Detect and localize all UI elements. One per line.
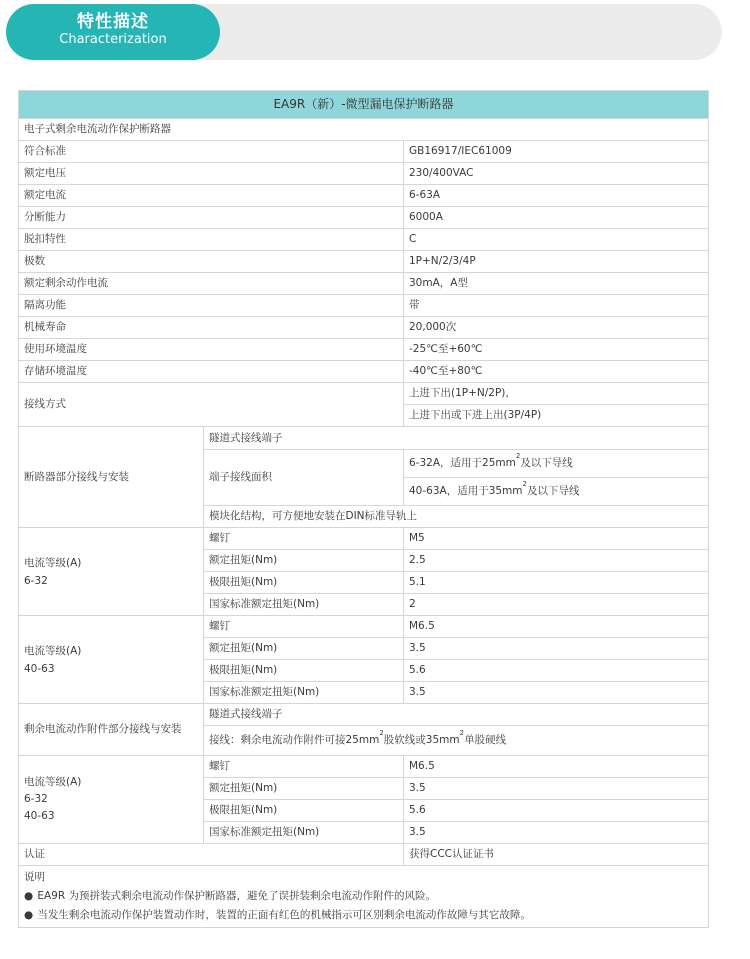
row-label: 额定扭矩(Nm) [204, 638, 404, 660]
table-row [19, 528, 709, 550]
table-row [19, 383, 709, 405]
row-value: 2.5 [404, 550, 709, 572]
area-value-1: 6-32A，适用于$25mm^2$及以下导线 [404, 450, 709, 478]
table-row [19, 317, 709, 339]
row-label: 分断能力 [19, 207, 404, 229]
row-label: 额定扭矩(Nm) [204, 778, 404, 800]
rcd-terminal: 隧道式接线端子 [204, 704, 709, 726]
area-label: 端子接线面积 [204, 450, 404, 506]
table-row [19, 229, 709, 251]
section-title-en: Characterization [59, 32, 167, 47]
wiring-label: 接线方式 [19, 383, 404, 427]
row-label: 脱扣特性 [19, 229, 404, 251]
row-label: 国家标准额定扭矩(Nm) [204, 594, 404, 616]
section-title-cn: 特性描述 [77, 12, 149, 32]
table-row [19, 361, 709, 383]
row-label: 极数 [19, 251, 404, 273]
row-value: 6-63A [404, 185, 709, 207]
mounting-note: 模块化结构，可方便地安装在DIN标准导轨上 [204, 506, 709, 528]
row-label: 存储环境温度 [19, 361, 404, 383]
section-title-pill [6, 4, 220, 60]
table-subtitle: 电子式剩余电流动作保护断路器 [19, 119, 709, 141]
wiring-value-1: 上进下出(1P+N/2P)， [404, 383, 709, 405]
row-value: 带 [404, 295, 709, 317]
breaker-terminal: 隧道式接线端子 [204, 427, 709, 450]
notes-cell [19, 866, 709, 928]
row-value: C [404, 229, 709, 251]
row-value: -40℃至+80℃ [404, 361, 709, 383]
table-row [19, 339, 709, 361]
row-value: M5 [404, 528, 709, 550]
table-title: EA9R（新）-微型漏电保护断路器 [19, 91, 709, 119]
row-value: -25℃至+60℃ [404, 339, 709, 361]
row-label: 额定剩余动作电流 [19, 273, 404, 295]
row-value: 1P+N/2/3/4P [404, 251, 709, 273]
table-row [19, 844, 709, 866]
bullet-icon: ● [24, 890, 34, 902]
row-value: 5.1 [404, 572, 709, 594]
row-value: M6.5 [404, 756, 709, 778]
cert-label: 认证 [19, 844, 404, 866]
row-value: 3.5 [404, 778, 709, 800]
table-row [19, 427, 709, 450]
row-value: M6.5 [404, 616, 709, 638]
row-label: 符合标准 [19, 141, 404, 163]
row-label: 机械寿命 [19, 317, 404, 339]
row-label: 极限扭矩(Nm) [204, 800, 404, 822]
row-value: 3.5 [404, 638, 709, 660]
row-label: 额定电流 [19, 185, 404, 207]
table-row [19, 616, 709, 638]
bullet-icon: ● [24, 909, 34, 921]
table-row [19, 704, 709, 726]
table-row [19, 251, 709, 273]
table-row [19, 756, 709, 778]
row-label: 螺钉 [204, 528, 404, 550]
rcd-install-label: 剩余电流动作附件部分接线与安装 [19, 704, 204, 756]
table-row [19, 273, 709, 295]
current-class-40-63: 电流等级(A) 40-63 [19, 616, 204, 704]
note-item: ● EA9R 为预拼装式剩余电流动作保护断路器，避免了误拼装剩余电流动作附件的风险。 [24, 887, 703, 906]
note-item: ● 当发生剩余电流动作保护装置动作时，装置的正面有红色的机械指示可区别剩余电流动作故障与其它故障。 [24, 906, 703, 925]
row-label: 额定扭矩(Nm) [204, 550, 404, 572]
row-label: 国家标准额定扭矩(Nm) [204, 682, 404, 704]
row-label: 螺钉 [204, 756, 404, 778]
row-value: 2 [404, 594, 709, 616]
area-value-2: 40-63A，适用于$35mm^2$及以下导线 [404, 478, 709, 506]
spec-table [18, 90, 709, 928]
row-label: 使用环境温度 [19, 339, 404, 361]
notes-title: 说明 [24, 871, 45, 883]
current-class-rcd: 电流等级(A) 6-32 40-63 [19, 756, 204, 844]
current-class-6-32: 电流等级(A) 6-32 [19, 528, 204, 616]
row-label: 螺钉 [204, 616, 404, 638]
row-value: 5.6 [404, 800, 709, 822]
table-row [19, 295, 709, 317]
row-value: 3.5 [404, 822, 709, 844]
table-row [19, 866, 709, 928]
row-value: 6000A [404, 207, 709, 229]
table-row [19, 141, 709, 163]
row-value: GB16917/IEC61009 [404, 141, 709, 163]
row-label: 隔离功能 [19, 295, 404, 317]
row-value: 3.5 [404, 682, 709, 704]
row-value: 30mA，A型 [404, 273, 709, 295]
row-value: 5.6 [404, 660, 709, 682]
breaker-install-label: 断路器部分接线与安装 [19, 427, 204, 528]
row-label: 额定电压 [19, 163, 404, 185]
table-row [19, 163, 709, 185]
cert-value: 获得CCC认证证书 [404, 844, 709, 866]
table-row [19, 207, 709, 229]
row-label: 极限扭矩(Nm) [204, 660, 404, 682]
row-value: 230/400VAC [404, 163, 709, 185]
row-value: 20,000次 [404, 317, 709, 339]
row-label: 极限扭矩(Nm) [204, 572, 404, 594]
row-label: 国家标准额定扭矩(Nm) [204, 822, 404, 844]
rcd-wiring-note: 接线：剩余电流动作附件可接$25mm^2$股软线或$35mm^2$单股硬线 [204, 726, 709, 756]
table-row [19, 185, 709, 207]
wiring-value-2: 上进下出或下进上出(3P/4P) [404, 405, 709, 427]
